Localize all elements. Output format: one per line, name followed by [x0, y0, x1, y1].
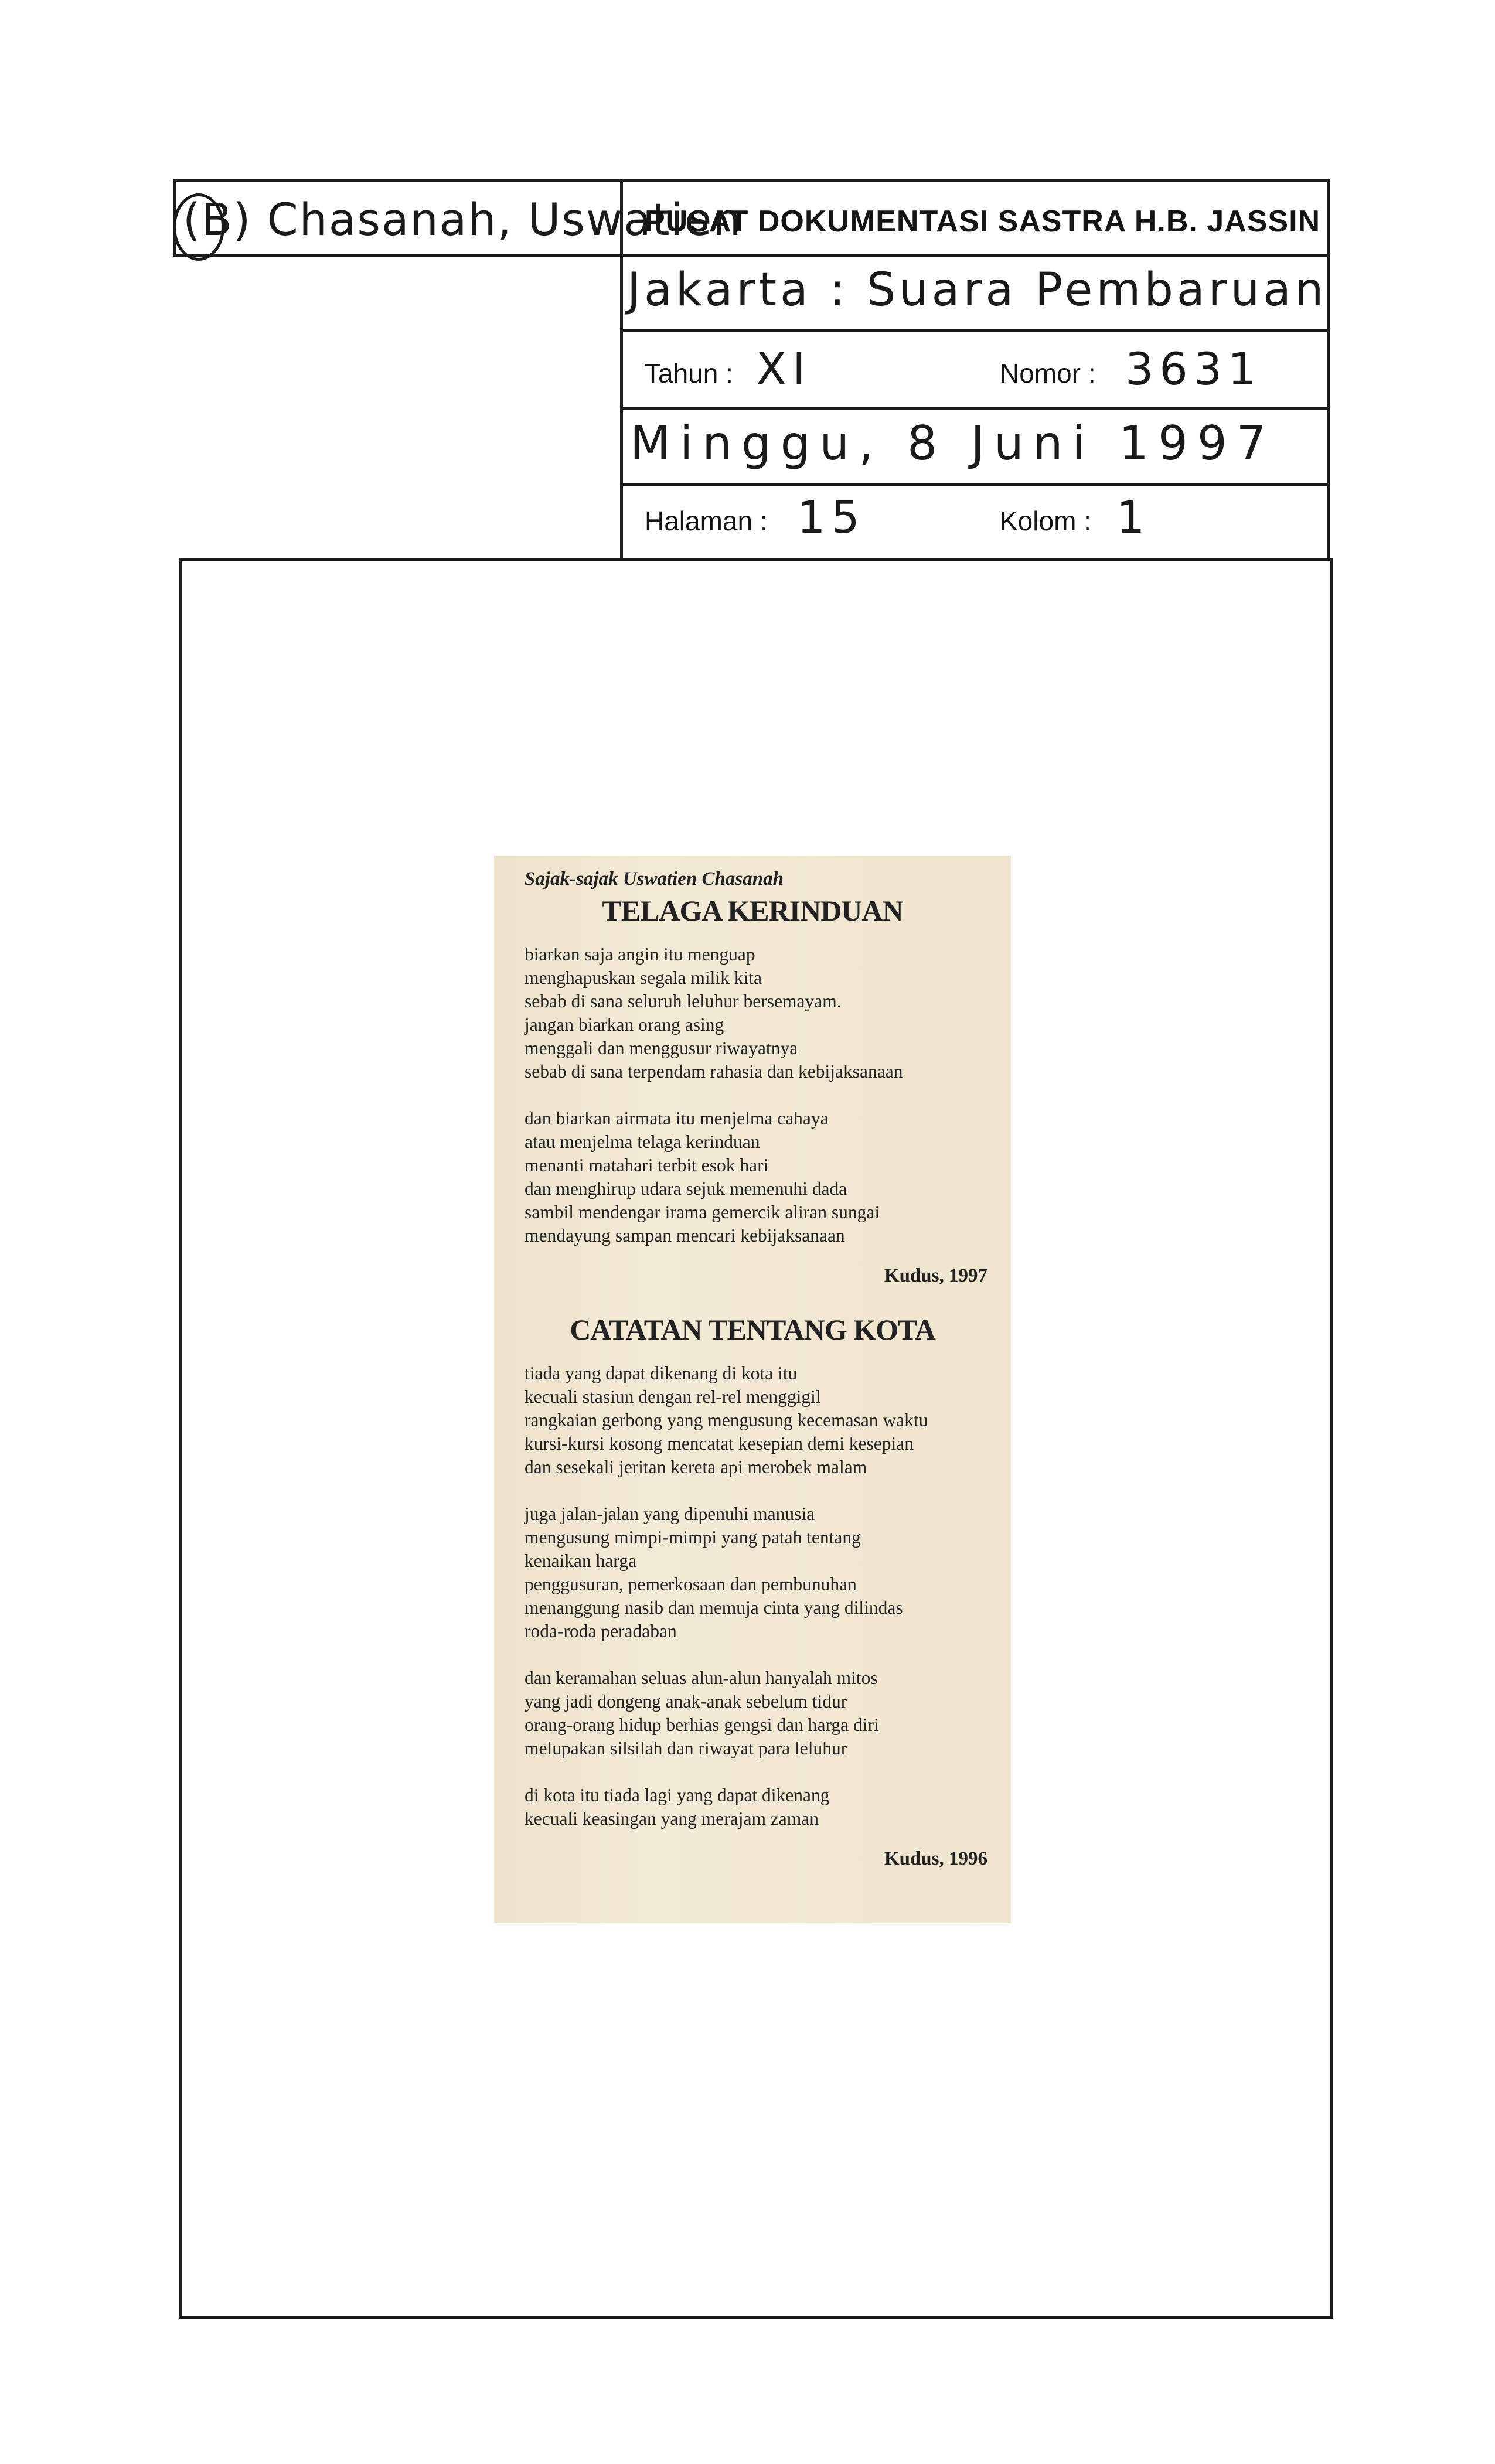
poem-line: melupakan silsilah dan riwayat para leluhur: [525, 1738, 847, 1758]
rule-top: [173, 179, 1330, 182]
poem-line: roda-roda peradaban: [525, 1621, 677, 1641]
poem-line: yang jadi dongeng anak-anak sebelum tidur: [525, 1691, 847, 1712]
poem-line: mengusung mimpi-mimpi yang patah tentang: [525, 1527, 861, 1548]
box-left: [179, 558, 182, 2319]
publication-handwritten: Jakarta : Suara Pembaruan: [627, 264, 1327, 316]
poem-line: orang-orang hidup berhias gengsi dan harga diri: [525, 1715, 879, 1735]
place-date: Kudus, 1996: [884, 1848, 987, 1869]
poem-title: CATATAN TENTANG KOTA: [570, 1313, 935, 1346]
poem-line: di kota itu tiada lagi yang dapat dikenang: [525, 1785, 830, 1805]
poem-line: kursi-kursi kosong mencatat kesepian demi kesepian: [525, 1433, 914, 1454]
poem-line: atau menjelma telaga kerinduan: [525, 1132, 760, 1152]
kolom-label: Kolom :: [1000, 506, 1091, 536]
rule-right-top: [1327, 179, 1330, 560]
poem-line: rangkaian gerbong yang mengusung kecemasan waktu: [525, 1410, 928, 1430]
kolom-value: 1: [1116, 491, 1151, 543]
poem-line: kecuali stasiun dengan rel-rel menggigil: [525, 1386, 821, 1407]
halaman-value: 15: [797, 491, 866, 543]
institution-name: PUSAT DOKUMENTASI SASTRA H.B. JASSIN: [645, 205, 1321, 238]
rule-1: [173, 254, 1330, 257]
author-handwritten: (B) Chasanah, Uswatien: [183, 193, 743, 246]
poem-line: menanti matahari terbit esok hari: [525, 1155, 769, 1175]
poem-title: TELAGA KERINDUAN: [602, 894, 903, 927]
poem-line: menanggung nasib dan memuja cinta yang dilindas: [525, 1597, 903, 1618]
newspaper-clipping: [494, 856, 1011, 1923]
place-date: Kudus, 1997: [884, 1265, 987, 1286]
poem-line: mendayung sampan mencari kebijaksanaan: [525, 1225, 845, 1246]
rule-3: [621, 407, 1330, 410]
rule-4: [621, 483, 1330, 486]
rule-2: [621, 329, 1330, 332]
poem-line: dan menghirup udara sejuk memenuhi dada: [525, 1178, 847, 1199]
poem-line: penggusuran, pemerkosaan dan pembunuhan: [525, 1574, 857, 1594]
poem-line: sebab di sana terpendam rahasia dan kebijaksanaan: [525, 1061, 903, 1082]
box-right: [1330, 558, 1333, 2319]
poem-line: biarkan saja angin itu menguap: [525, 944, 755, 965]
poem-line: juga jalan-jalan yang dipenuhi manusia: [525, 1504, 815, 1524]
halaman-label: Halaman :: [645, 506, 768, 536]
date-handwritten: Minggu, 8 Juni 1997: [630, 416, 1276, 471]
poem-stanza: [525, 1362, 987, 1479]
rule-5: [179, 558, 1333, 561]
poem-stanza: [525, 1502, 987, 1643]
poem-line: kenaikan harga: [525, 1550, 636, 1571]
poem-line: sebab di sana seluruh leluhur bersemayam.: [525, 991, 842, 1011]
nomor-label: Nomor :: [1000, 358, 1096, 388]
poems-container: [517, 894, 987, 1870]
poem-line: menghapuskan segala milik kita: [525, 967, 762, 988]
poem-line: dan sesekali jeritan kereta api merobek malam: [525, 1457, 867, 1477]
box-bottom: [179, 2316, 1333, 2319]
poem-stanza: [525, 1107, 987, 1248]
poem-line: dan keramahan seluas alun-alun hanyalah mitos: [525, 1668, 878, 1688]
nomor-value: 3631: [1125, 343, 1262, 395]
poem-line: kecuali keasingan yang merajam zaman: [525, 1808, 819, 1829]
poem-stanza: [525, 1784, 987, 1831]
poem-line: menggali dan menggusur riwayatnya: [525, 1038, 798, 1058]
poem-line: dan biarkan airmata itu menjelma cahaya: [525, 1108, 829, 1129]
poem-stanza: [525, 943, 987, 1083]
poem-line: tiada yang dapat dikenang di kota itu: [525, 1363, 798, 1383]
poem-line: jangan biarkan orang asing: [525, 1014, 724, 1035]
tahun-label: Tahun :: [645, 358, 733, 388]
series-title: Sajak-sajak Uswatien Chasanah: [525, 868, 784, 890]
poem-line: sambil mendengar irama gemercik aliran sungai: [525, 1202, 880, 1222]
poem-stanza: [525, 1666, 987, 1760]
tahun-value: XI: [756, 343, 812, 395]
